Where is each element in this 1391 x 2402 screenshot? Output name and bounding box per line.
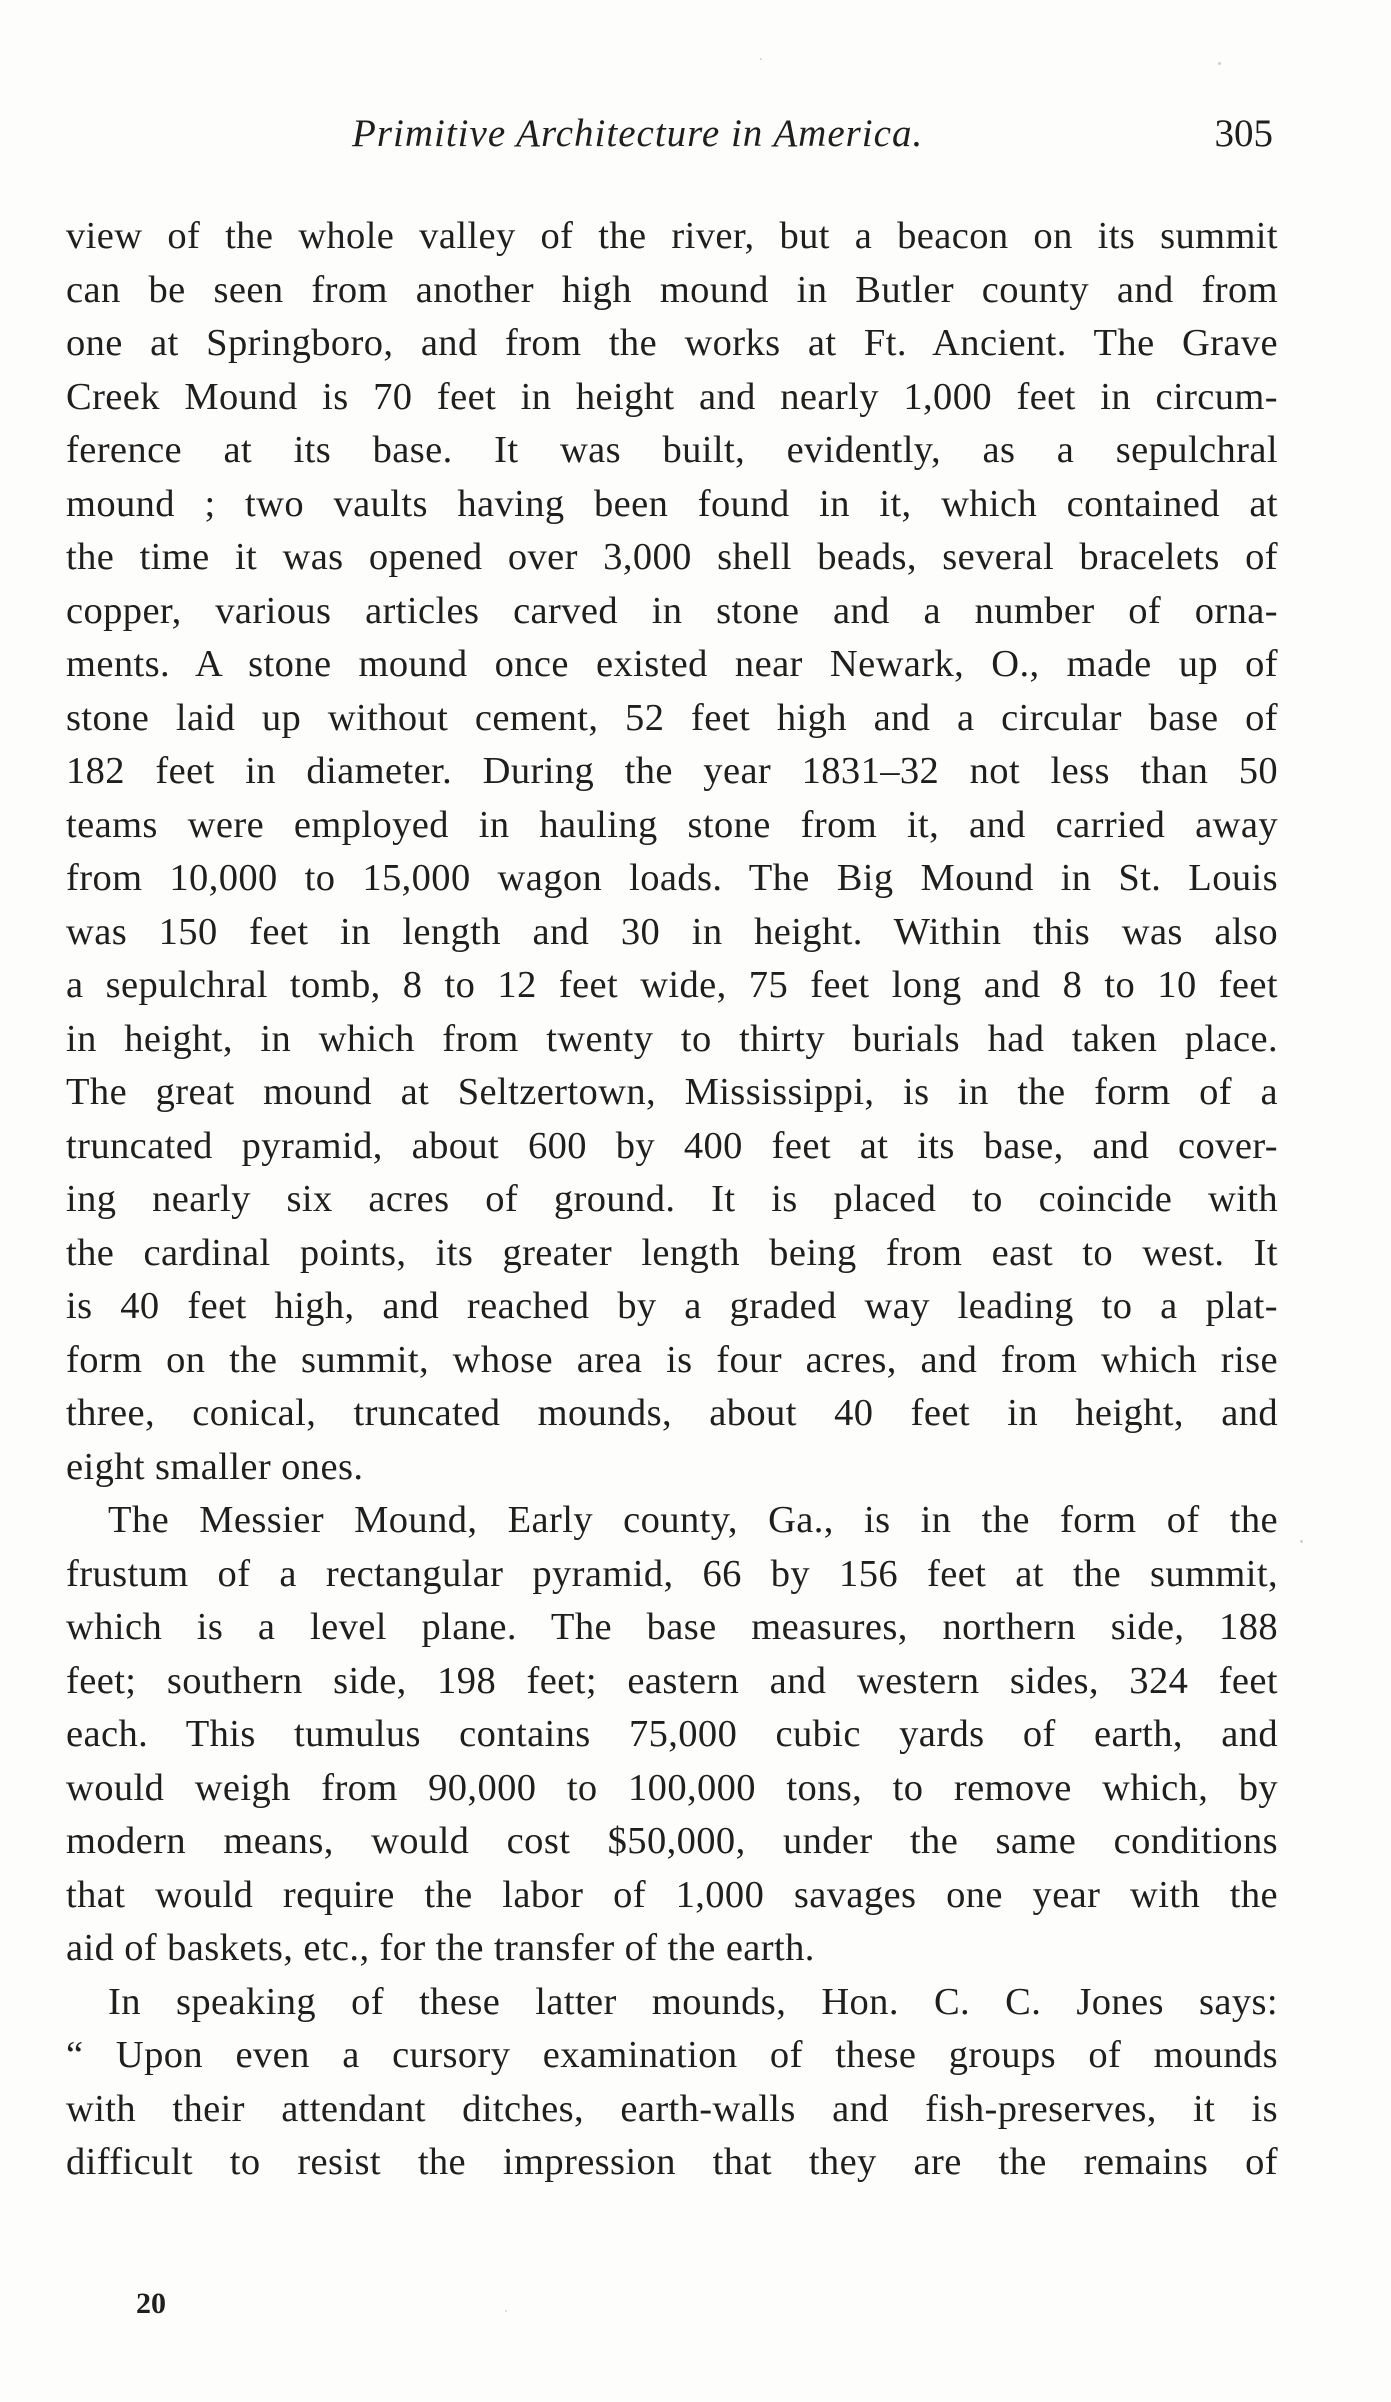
text-line: stone laid up without cement, 52 feet high and a circular base of <box>66 696 1278 739</box>
text-line: “ Upon even a cursory examination of these groups of mounds <box>66 2034 1278 2076</box>
body-text <box>66 210 1278 2190</box>
text-line: ing nearly six acres of ground. It is placed to coincide with <box>66 1178 1278 1220</box>
paragraph-1 <box>66 210 1278 1494</box>
page-number: 305 <box>1214 112 1273 155</box>
text-line: feet; southern side, 198 feet; eastern and western sides, 324 feet <box>66 1659 1278 1702</box>
running-title: Primitive Architecture in America. <box>352 112 924 155</box>
text-line: can be seen from another high mound in Butler county and from <box>66 268 1278 311</box>
text-line: is 40 feet high, and reached by a graded way leading to a plat- <box>66 1285 1278 1327</box>
text-line: in height, in which from twenty to thirty burials had taken place. <box>66 1017 1278 1060</box>
text-line: Creek Mound is 70 feet in height and nearly 1,000 feet in circum- <box>66 375 1278 418</box>
text-line: ference at its base. It was built, evidently, as a sepulchral <box>66 429 1278 471</box>
text-line: was 150 feet in length and 30 in height. Within this was also <box>66 910 1278 953</box>
text-line: the time it was opened over 3,000 shell beads, several bracelets of <box>66 536 1278 578</box>
text-line: In speaking of these latter mounds, Hon. C. C. Jones says: <box>108 1980 1278 2023</box>
text-line: each. This tumulus contains 75,000 cubic yards of earth, and <box>66 1713 1278 1755</box>
text-line: which is a level plane. The base measures, northern side, 188 <box>66 1606 1278 1648</box>
scan-speck <box>760 58 762 60</box>
text-line: truncated pyramid, about 600 by 400 feet at its base, and cover- <box>66 1124 1278 1167</box>
scan-speck <box>505 2310 507 2312</box>
text-line: difficult to resist the impression that they are the remains of <box>66 2141 1278 2183</box>
text-line: modern means, would cost $50,000, under the same conditions <box>66 1820 1278 1862</box>
text-line: ments. A stone mound once existed near Newark, O., made up of <box>66 643 1278 685</box>
scan-speck <box>1218 62 1221 65</box>
text-line: form on the summit, whose area is four acres, and from which rise <box>66 1338 1278 1381</box>
text-line: a sepulchral tomb, 8 to 12 feet wide, 75 feet long and 8 to 10 feet <box>66 964 1278 1006</box>
text-line: one at Springboro, and from the works at Ft. Ancient. The Grave <box>66 322 1278 364</box>
text-line: the cardinal points, its greater length being from east to west. It <box>66 1231 1278 1274</box>
text-line: 182 feet in diameter. During the year 1831–32 not less than 50 <box>66 750 1278 792</box>
text-line: that would require the labor of 1,000 savages one year with the <box>66 1873 1278 1916</box>
running-head <box>72 110 1273 170</box>
paragraph-2 <box>66 1494 1278 1976</box>
text-line: The great mound at Seltzertown, Mississippi, is in the form of a <box>66 1071 1278 1113</box>
scan-speck <box>1300 1540 1303 1543</box>
text-line: would weigh from 90,000 to 100,000 tons, to remove which, by <box>66 1766 1278 1809</box>
text-line: frustum of a rectangular pyramid, 66 by 156 feet at the summit, <box>66 1552 1278 1595</box>
text-line: mound ; two vaults having been found in it, which contained at <box>66 482 1278 525</box>
text-line: copper, various articles carved in stone and a number of orna- <box>66 589 1278 632</box>
signature-mark: 20 <box>136 2287 166 2320</box>
text-line: aid of baskets, etc., for the transfer of the earth. <box>66 1927 815 1969</box>
paragraph-3 <box>66 1976 1278 2190</box>
text-line: three, conical, truncated mounds, about 40 feet in height, and <box>66 1392 1278 1434</box>
text-line: view of the whole valley of the river, but a beacon on its summit <box>66 215 1278 257</box>
text-line: teams were employed in hauling stone from it, and carried away <box>66 803 1278 846</box>
text-line: eight smaller ones. <box>66 1445 364 1488</box>
text-line: from 10,000 to 15,000 wagon loads. The Big Mound in St. Louis <box>66 857 1278 899</box>
text-line: with their attendant ditches, earth-walls and fish-preserves, it is <box>66 2087 1278 2130</box>
text-line: The Messier Mound, Early county, Ga., is in the form of the <box>108 1499 1278 1541</box>
